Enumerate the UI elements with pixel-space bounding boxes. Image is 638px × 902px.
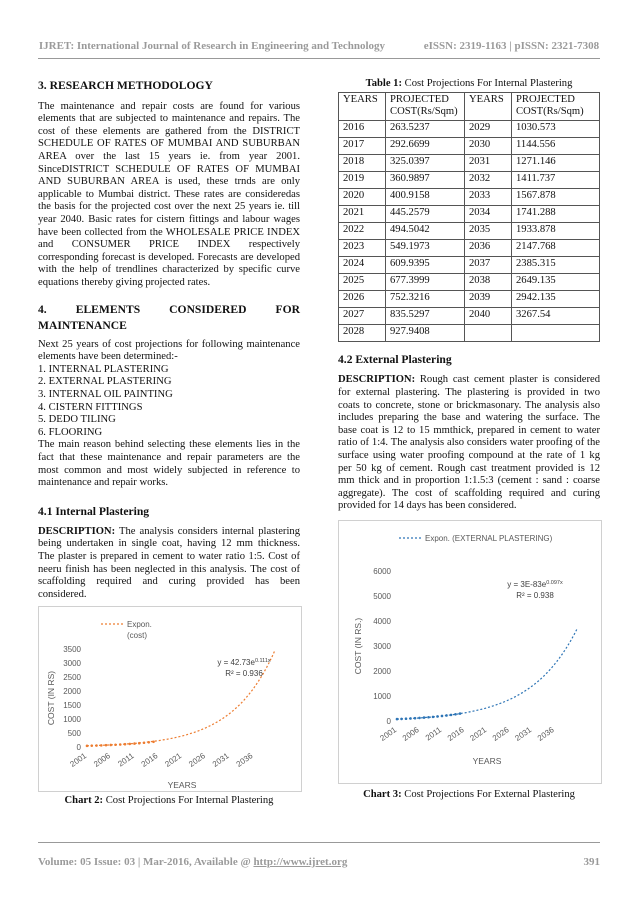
data-point — [109, 744, 112, 747]
data-point — [90, 744, 93, 747]
table-cell: 2022 — [339, 222, 386, 239]
data-point — [454, 713, 457, 716]
page-number: 391 — [583, 856, 600, 868]
table-cell: 2035 — [465, 222, 512, 239]
x-tick-label: 2001 — [378, 725, 399, 743]
table-header: PROJECTED COST(Rs/Sqm) — [512, 92, 600, 120]
data-point — [95, 744, 98, 747]
y-tick-label: 5000 — [373, 592, 391, 601]
trendline — [397, 629, 577, 719]
y-tick-label: 500 — [67, 729, 81, 738]
table-cell: 2018 — [339, 154, 386, 171]
data-point — [445, 714, 448, 717]
data-point — [450, 714, 453, 717]
section-4-heading: 4. ELEMENTS CONSIDERED FOR — [38, 302, 300, 316]
section-3-heading: 3. RESEARCH METHODOLOGY — [38, 79, 213, 92]
data-point — [405, 717, 408, 720]
table-cell: 1030.573 — [512, 120, 600, 137]
y-tick-label: 1500 — [63, 701, 81, 710]
table-row — [339, 307, 600, 324]
data-point — [128, 743, 131, 746]
y-tick-label: 6000 — [373, 567, 391, 576]
y-tick-label: 2000 — [63, 687, 81, 696]
data-point — [133, 742, 136, 745]
section-4-2-heading: 4.2 External Plastering — [338, 352, 452, 366]
chart-3-frame — [338, 520, 602, 784]
trend-equation: $y = 3E-83e^{0.097x}$ — [507, 580, 563, 589]
table-cell: 400.9158 — [386, 188, 465, 205]
table-row — [339, 120, 600, 137]
table-cell: 609.9395 — [386, 256, 465, 273]
x-tick-label: 2006 — [92, 751, 112, 769]
y-tick-label: 4000 — [373, 617, 391, 626]
y-tick-label: 3000 — [63, 659, 81, 668]
table-cell: 2016 — [339, 120, 386, 137]
table-cell: 2036 — [465, 239, 512, 256]
table-cell: 494.5042 — [386, 222, 465, 239]
list-item: 6. FLOORING — [38, 426, 103, 438]
table-cell — [512, 324, 600, 341]
issn: eISSN: 2319-1163 | pISSN: 2321-7308 — [423, 40, 600, 52]
x-tick-label: 2001 — [68, 751, 89, 769]
trend-equation: $y = 42.73e^{0.111x}$ — [217, 658, 271, 667]
data-point — [436, 715, 439, 718]
data-point — [414, 717, 417, 720]
table-cell: 752.3216 — [386, 290, 465, 307]
chart-3-caption: Chart 3: Cost Projections For External Plastering — [363, 789, 575, 800]
table-cell: 2147.768 — [512, 239, 600, 256]
header-rule — [38, 58, 600, 59]
elements-list — [38, 364, 300, 440]
table-header: YEARS — [465, 92, 512, 120]
legend-label: (cost) — [127, 631, 147, 640]
data-point — [152, 740, 155, 743]
table-row — [339, 205, 600, 222]
x-axis-title: YEARS — [472, 756, 502, 766]
y-tick-label: 1000 — [373, 692, 391, 701]
list-item: 1. INTERNAL PLASTERING — [38, 363, 169, 375]
table-cell: 835.5297 — [386, 307, 465, 324]
table-cell: 360.9897 — [386, 171, 465, 188]
section-4-intro: Next 25 years of cost projections for following maintenance elements have been determined:- — [38, 338, 300, 363]
data-point — [147, 741, 150, 744]
list-item: 5. DEDO TILING — [38, 414, 116, 426]
table-row — [339, 137, 600, 154]
data-point — [105, 744, 108, 747]
data-point — [427, 716, 430, 719]
table-cell: 2017 — [339, 137, 386, 154]
table-cell: 2030 — [465, 137, 512, 154]
table-row — [339, 273, 600, 290]
data-point — [409, 717, 412, 720]
section-4-1-heading: 4.1 Internal Plastering — [38, 504, 150, 518]
table-cell: 445.2579 — [386, 205, 465, 222]
x-tick-label: 2036 — [535, 725, 556, 743]
table-row — [339, 154, 600, 171]
running-header — [0, 40, 638, 52]
data-point — [441, 715, 444, 718]
table-cell: 2040 — [465, 307, 512, 324]
data-point — [124, 743, 127, 746]
table-cell: 2019 — [339, 171, 386, 188]
running-footer — [38, 856, 600, 868]
chart-2 — [39, 607, 301, 791]
x-tick-label: 2026 — [187, 751, 207, 769]
legend-label: Expon. — [127, 620, 152, 629]
list-item: 3. INTERNAL OIL PAINTING — [38, 389, 173, 401]
section-4-heading-line2: MAINTENANCE — [38, 319, 127, 333]
legend-label: Expon. (EXTERNAL PLASTERING) — [425, 534, 553, 543]
table-row — [339, 256, 600, 273]
table-1-caption: Table 1: Cost Projections For Internal Plastering — [365, 78, 573, 89]
y-axis-title: COST (IN RS.) — [353, 617, 363, 675]
table-cell: 2027 — [339, 307, 386, 324]
x-tick-label: 2036 — [234, 751, 255, 769]
table-cell: 2023 — [339, 239, 386, 256]
table-cell: 2028 — [339, 324, 386, 341]
cost-projection-table — [338, 92, 600, 342]
table-body — [339, 120, 600, 341]
x-tick-label: 2021 — [468, 725, 489, 743]
table-cell: 1271.146 — [512, 154, 600, 171]
table-cell: 1411.737 — [512, 171, 600, 188]
table-cell: 325.0397 — [386, 154, 465, 171]
data-point — [100, 744, 103, 747]
x-tick-label: 2016 — [445, 725, 466, 743]
section-3-body: The maintenance and repair costs are found for various elements that are subjected to maintenance and repairs. The cost of these elements are gathered from the DISTRICT SCHEDULE OF RATES OF MUMBAI AND SUBURBAN AREA over the last 15 years ie. from year 2001. SinceDISTRICT SCHEDULE OF RATES OF MUMBAI AND SUBURBAN AREA is used, these trnds are only applicable to Mumbai district. These rates are consideredas the basis for the projected cost over the next 25 years ie. till year 2040. Basic rates for cistern fittings and labour wages have been collected from the WHOLESALE PRICE INDEX and CONSUMER PRICE INDEX respectively corresponding forecast is developed. Forecasts are developed with the help of trendlines characterized by specific curve equations thereby giving projected rates. — [38, 100, 300, 288]
x-tick-label: 2011 — [423, 725, 444, 743]
y-tick-label: 2500 — [63, 673, 81, 682]
table-cell: 927.9408 — [386, 324, 465, 341]
y-tick-label: 0 — [76, 743, 81, 752]
y-axis-title: COST (IN RS) — [46, 670, 56, 726]
y-tick-label: 0 — [386, 717, 391, 726]
table-cell: 1933.878 — [512, 222, 600, 239]
right-column — [338, 78, 600, 517]
table-row — [339, 222, 600, 239]
table-cell: 677.3999 — [386, 273, 465, 290]
table-cell: 2032 — [465, 171, 512, 188]
table-row — [339, 171, 600, 188]
table-cell: 1144.556 — [512, 137, 600, 154]
table-cell: 2038 — [465, 273, 512, 290]
table-cell: 2026 — [339, 290, 386, 307]
x-tick-label: 2011 — [116, 751, 136, 769]
x-tick-label: 2016 — [139, 751, 160, 769]
list-item: 2. EXTERNAL PLASTERING — [38, 376, 172, 388]
x-tick-label: 2031 — [513, 725, 534, 743]
table-cell: 1567.878 — [512, 188, 600, 205]
y-tick-label: 3000 — [373, 642, 391, 651]
x-tick-label: 2021 — [163, 751, 184, 769]
section-4-1-body: DESCRIPTION: The analysis considers internal plastering being undertaken in single coat, having 12 mm thickness. The plaster is prepared in cement to water ratio 1:5. Cost of neeru finish has been neglected in this analysis. The cost of scaffolding required and curing provided has been considered. — [38, 525, 300, 600]
chart-3 — [339, 521, 601, 783]
data-point — [396, 718, 399, 721]
table-cell: 2025 — [339, 273, 386, 290]
data-point — [423, 716, 426, 719]
table-cell: 292.6699 — [386, 137, 465, 154]
chart-2-frame — [38, 606, 302, 792]
table-cell: 2649.135 — [512, 273, 600, 290]
table-cell: 549.1973 — [386, 239, 465, 256]
journal-title: IJRET: International Journal of Research in Engineering and Technology — [38, 40, 385, 52]
x-axis-title: YEARS — [167, 780, 197, 790]
r-squared: R² = 0.936 — [225, 669, 263, 678]
r-squared: R² = 0.938 — [516, 591, 554, 600]
table-row — [339, 324, 600, 341]
x-tick-label: 2031 — [210, 751, 231, 769]
table-cell: 2942.135 — [512, 290, 600, 307]
data-point — [432, 716, 435, 719]
table-cell: 2033 — [465, 188, 512, 205]
data-point — [114, 743, 117, 746]
data-point — [86, 745, 89, 748]
left-column — [38, 74, 300, 605]
table-cell — [465, 324, 512, 341]
data-point — [143, 741, 146, 744]
table-header: PROJECTED COST(Rs/Sqm) — [386, 92, 465, 120]
section-4-outro: The main reason behind selecting these elements lies in the fact that these maintenance and repair parameters are the most common and most widely subjected in reference to maintenance and repair works. — [38, 439, 300, 489]
footer-rule — [38, 842, 600, 843]
y-tick-label: 3500 — [63, 645, 81, 654]
data-point — [400, 718, 403, 721]
y-tick-label: 1000 — [63, 715, 81, 724]
table-cell: 2021 — [339, 205, 386, 222]
table-row — [339, 239, 600, 256]
table-cell: 263.5237 — [386, 120, 465, 137]
table-header: YEARS — [339, 92, 386, 120]
table-cell: 2385.315 — [512, 256, 600, 273]
journal-link[interactable]: http://www.ijret.org — [253, 856, 348, 868]
table-cell: 2020 — [339, 188, 386, 205]
table-cell: 2037 — [465, 256, 512, 273]
table-row — [339, 188, 600, 205]
table-cell: 2024 — [339, 256, 386, 273]
y-tick-label: 2000 — [373, 667, 391, 676]
table-row — [339, 290, 600, 307]
data-point — [418, 717, 421, 720]
table-cell: 2034 — [465, 205, 512, 222]
table-cell: 2039 — [465, 290, 512, 307]
table-cell: 2031 — [465, 154, 512, 171]
table-cell: 3267.54 — [512, 307, 600, 324]
table-cell: 1741.288 — [512, 205, 600, 222]
x-tick-label: 2006 — [400, 725, 421, 743]
chart-2-caption: Chart 2: Cost Projections For Internal Plastering — [64, 795, 274, 806]
data-point — [459, 712, 462, 715]
section-4-2-body: DESCRIPTION: Rough cast cement plaster is considered for external plastering. The plastering is provided in two coats to concrete, stone or brickmasonary. The analysis also includes preparing the base and watering the surface. The base coat is 12 to 15 mmthick, prepared in cement to water ratio of 1:4. The analysis also considers water proofing of the surface using water proofing compound at the rate of 1 kg per 50 kg of cement. Rough cast treatment provided is 12 mm thick and in proportion 1:1.5:3 (cement : sand : coarse aggregate). The cost of scaffolding required and curing provided for 14 days has been considered. — [338, 374, 600, 512]
table-cell: 2029 — [465, 120, 512, 137]
footer-volume: Volume: 05 Issue: 03 | Mar-2016, Available @ http://www.ijret.org — [38, 856, 348, 868]
list-item: 4. CISTERN FITTINGS — [38, 401, 143, 413]
x-tick-label: 2026 — [490, 725, 511, 743]
data-point — [119, 743, 122, 746]
data-point — [138, 742, 141, 745]
